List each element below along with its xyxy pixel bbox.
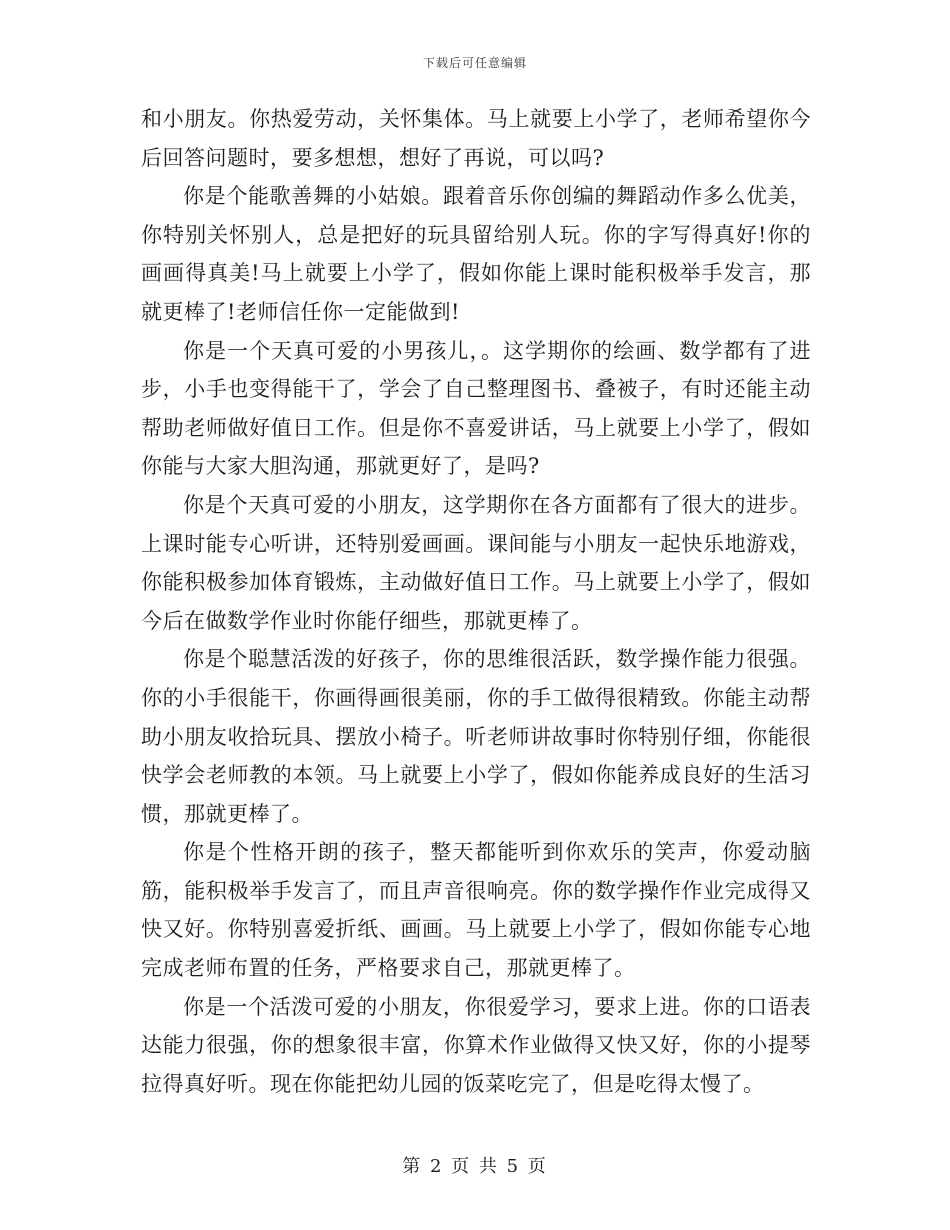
paragraph: 你是一个活泼可爱的小朋友，你很爱学习，要求上进。你的口语表达能力很强，你的想象很丰富，你算术作业做得又快又好，你的小提琴拉得真好听。现在你能把幼儿园的饭菜吃完了，但是吃得太慢了。	[141, 994, 811, 1096]
paragraph: 你是个性格开朗的孩子，整天都能听到你欢乐的笑声，你爱动脑筋，能积极举手发言了，而且声音很响亮。你的数学操作作业完成得又快又好。你特别喜爱折纸、画画。马上就要上小学了，假如你能专心地完成老师布置的任务，严格要求自己，那就更棒了。	[141, 840, 811, 981]
page-header: 下载后可任意编辑	[422, 56, 527, 70]
paragraph: 你是一个天真可爱的小男孩儿，。这学期你的绘画、数学都有了进步，小手也变得能干了，学会了自己整理图书、叠被子，有时还能主动帮助老师做好值日工作。但是你不喜爱讲话，马上就要上小学了，假如你能与大家大胆沟通，那就更好了，是吗?	[141, 338, 811, 479]
paragraph-continued: 和小朋友。你热爱劳动，关怀集体。马上就要上小学了，老师希望你今后回答问题时，要多想想，想好了再说，可以吗?	[141, 107, 811, 170]
paragraph: 你是个聪慧活泼的好孩子，你的思维很活跃，数学操作能力很强。你的小手很能干，你画得画很美丽，你的手工做得很精致。你能主动帮助小朋友收拾玩具、摆放小椅子。听老师讲故事时你特别仔细，你能很快学会老师教的本领。马上就要上小学了，假如你能养成良好的生活习惯，那就更棒了。	[141, 647, 811, 826]
page-number-footer: 第 2 页 共 5 页	[402, 1156, 548, 1177]
document-body	[141, 100, 811, 1103]
paragraph: 你是个能歌善舞的小姑娘。跟着音乐你创编的舞蹈动作多么优美，你特别关怀别人，总是把好的玩具留给别人玩。你的字写得真好!你的画画得真美!马上就要上小学了，假如你能上课时能积极举手发言，那就更棒了!老师信任你一定能做到!	[141, 184, 811, 324]
paragraph: 你是个天真可爱的小朋友，这学期你在各方面都有了很大的进步。上课时能专心听讲，还特别爱画画。课间能与小朋友一起快乐地游戏，你能积极参加体育锻炼，主动做好值日工作。马上就要上小学了，假如今后在做数学作业时你能仔细些，那就更棒了。	[141, 492, 811, 633]
